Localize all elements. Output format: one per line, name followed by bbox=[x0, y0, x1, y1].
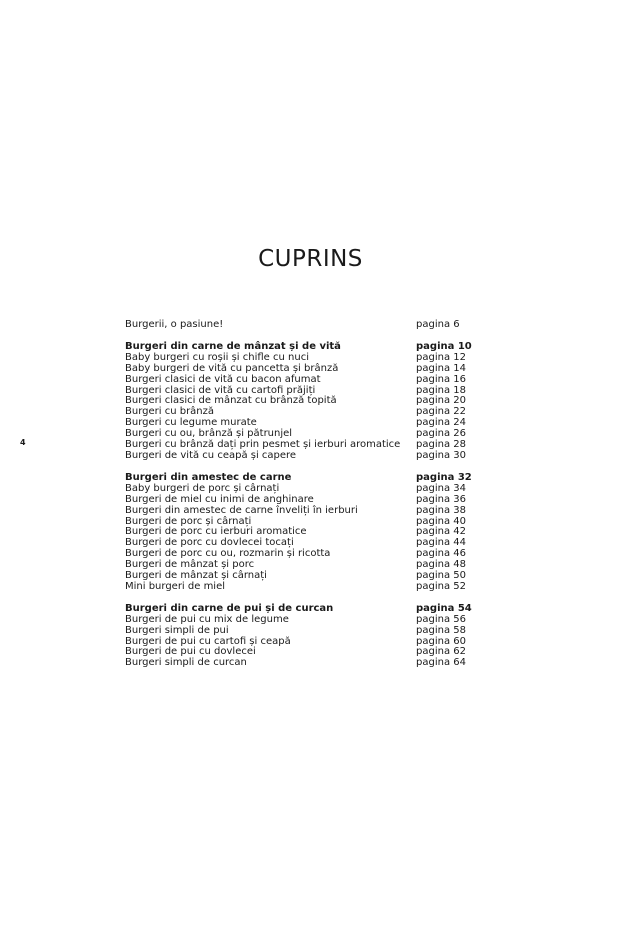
toc-entry bbox=[125, 493, 466, 506]
toc-intro-entry bbox=[125, 320, 460, 331]
toc-entry-page: pagina 6 bbox=[416, 319, 460, 330]
toc-entry-page: pagina 44 bbox=[416, 537, 466, 549]
toc-entry-label: Burgeri de porc cu ierburi aromatice bbox=[125, 526, 307, 538]
toc-entry-page: pagina 30 bbox=[416, 449, 466, 461]
toc-entry-label: Burgerii, o pasiune! bbox=[125, 319, 224, 330]
toc-entry bbox=[125, 657, 466, 669]
toc-sections bbox=[125, 340, 472, 669]
page-title: CUPRINS bbox=[258, 246, 363, 272]
toc-entry-label: Burgeri de porc cu ou, rozmarin și ricotta bbox=[125, 548, 331, 560]
toc-entry-label: Burgeri cu brânză dați prin pesmet și ierburi aromatice bbox=[125, 439, 401, 451]
toc-entry bbox=[125, 373, 466, 386]
toc-section-title: Burgeri din carne de pui și de curcan bbox=[125, 602, 334, 614]
toc-entry-page: pagina 22 bbox=[416, 406, 466, 418]
toc-entry-page: pagina 12 bbox=[416, 351, 466, 363]
toc-entry-label: Burgeri de vită cu ceapă și capere bbox=[125, 449, 297, 461]
toc-entry-label: Burgeri de miel cu inimi de anghinare bbox=[125, 493, 314, 505]
toc-entry-label: Burgeri cu ou, brânză și pătrunjel bbox=[125, 428, 293, 440]
toc-entry-page: pagina 14 bbox=[416, 362, 466, 374]
toc-entry-page: pagina 32 bbox=[416, 471, 472, 483]
toc-entry-page: pagina 10 bbox=[416, 340, 472, 352]
toc-entry-page: pagina 28 bbox=[416, 439, 466, 451]
toc-entry-page: pagina 18 bbox=[416, 384, 466, 396]
toc-entry-label: Burgeri de pui cu mix de legume bbox=[125, 613, 289, 625]
toc-entry-label: Burgeri clasici de mânzat cu brânză topită bbox=[125, 395, 337, 407]
toc-entry-label: Baby burgeri de vită cu pancetta și brânză bbox=[125, 362, 339, 374]
toc-entry-page: pagina 36 bbox=[416, 493, 466, 505]
toc-entry-page: pagina 38 bbox=[416, 504, 466, 516]
toc-entry bbox=[125, 504, 466, 517]
toc-section bbox=[125, 602, 472, 669]
toc-entry-label: Burgeri cu brânză bbox=[125, 406, 215, 418]
toc-entry bbox=[125, 362, 466, 375]
toc-entry-page: pagina 42 bbox=[416, 526, 466, 538]
toc-entry-page: pagina 26 bbox=[416, 428, 466, 440]
toc-entry-label: Burgeri din amestec de carne înveliți în ierburi bbox=[125, 504, 358, 516]
toc-entry-label: Burgeri clasici de vită cu bacon afumat bbox=[125, 373, 321, 385]
table-of-contents bbox=[125, 319, 472, 680]
toc-entry-page: pagina 20 bbox=[416, 395, 466, 407]
toc-entry-page: pagina 54 bbox=[416, 602, 472, 614]
toc-entry-page: pagina 60 bbox=[416, 635, 466, 647]
toc-entry-page: pagina 64 bbox=[416, 657, 466, 669]
toc-entry-label: Mini burgeri de miel bbox=[125, 580, 226, 592]
toc-entry-label: Burgeri de mânzat și porc bbox=[125, 559, 255, 571]
toc-entry-label: Burgeri de porc și cârnați bbox=[125, 515, 252, 527]
toc-entry bbox=[125, 580, 466, 593]
toc-entry-label: Baby burgeri cu roșii și chifle cu nuci bbox=[125, 351, 309, 363]
toc-section bbox=[125, 471, 472, 593]
toc-entry-page: pagina 62 bbox=[416, 646, 466, 658]
toc-entry-page: pagina 58 bbox=[416, 624, 466, 636]
toc-entry-label: Burgeri de pui cu dovlecei bbox=[125, 646, 256, 658]
toc-entry-page: pagina 48 bbox=[416, 559, 466, 571]
toc-entry-label: Burgeri simpli de curcan bbox=[125, 657, 247, 669]
toc-entry-label: Burgeri de mânzat și cârnați bbox=[125, 570, 267, 582]
toc-entry-page: pagina 24 bbox=[416, 417, 466, 429]
toc-section-title: Burgeri din amestec de carne bbox=[125, 471, 292, 483]
page-number: 4 bbox=[20, 438, 26, 447]
toc-section bbox=[125, 340, 472, 462]
toc-entry-label: Burgeri de porc cu dovlecei tocați bbox=[125, 537, 294, 549]
toc-entry bbox=[125, 624, 466, 637]
toc-entry-page: pagina 46 bbox=[416, 548, 466, 560]
toc-entry-page: pagina 34 bbox=[416, 482, 466, 494]
toc-section-title: Burgeri din carne de mânzat și de vită bbox=[125, 340, 341, 352]
toc-entry-page: pagina 16 bbox=[416, 373, 466, 385]
toc-entry-label: Burgeri simpli de pui bbox=[125, 624, 229, 636]
toc-entry bbox=[125, 449, 466, 462]
toc-entry-label: Burgeri cu legume murate bbox=[125, 417, 257, 429]
toc-entry-label: Burgeri de pui cu cartofi și ceapă bbox=[125, 635, 291, 647]
toc-entry-label: Baby burgeri de porc și cârnați bbox=[125, 482, 280, 494]
toc-entry-page: pagina 50 bbox=[416, 570, 466, 582]
toc-entry-page: pagina 40 bbox=[416, 515, 466, 527]
toc-entry-page: pagina 56 bbox=[416, 613, 466, 625]
toc-entry-label: Burgeri clasici de vită cu cartofi prăjiți bbox=[125, 384, 316, 396]
toc-entry-page: pagina 52 bbox=[416, 580, 466, 592]
